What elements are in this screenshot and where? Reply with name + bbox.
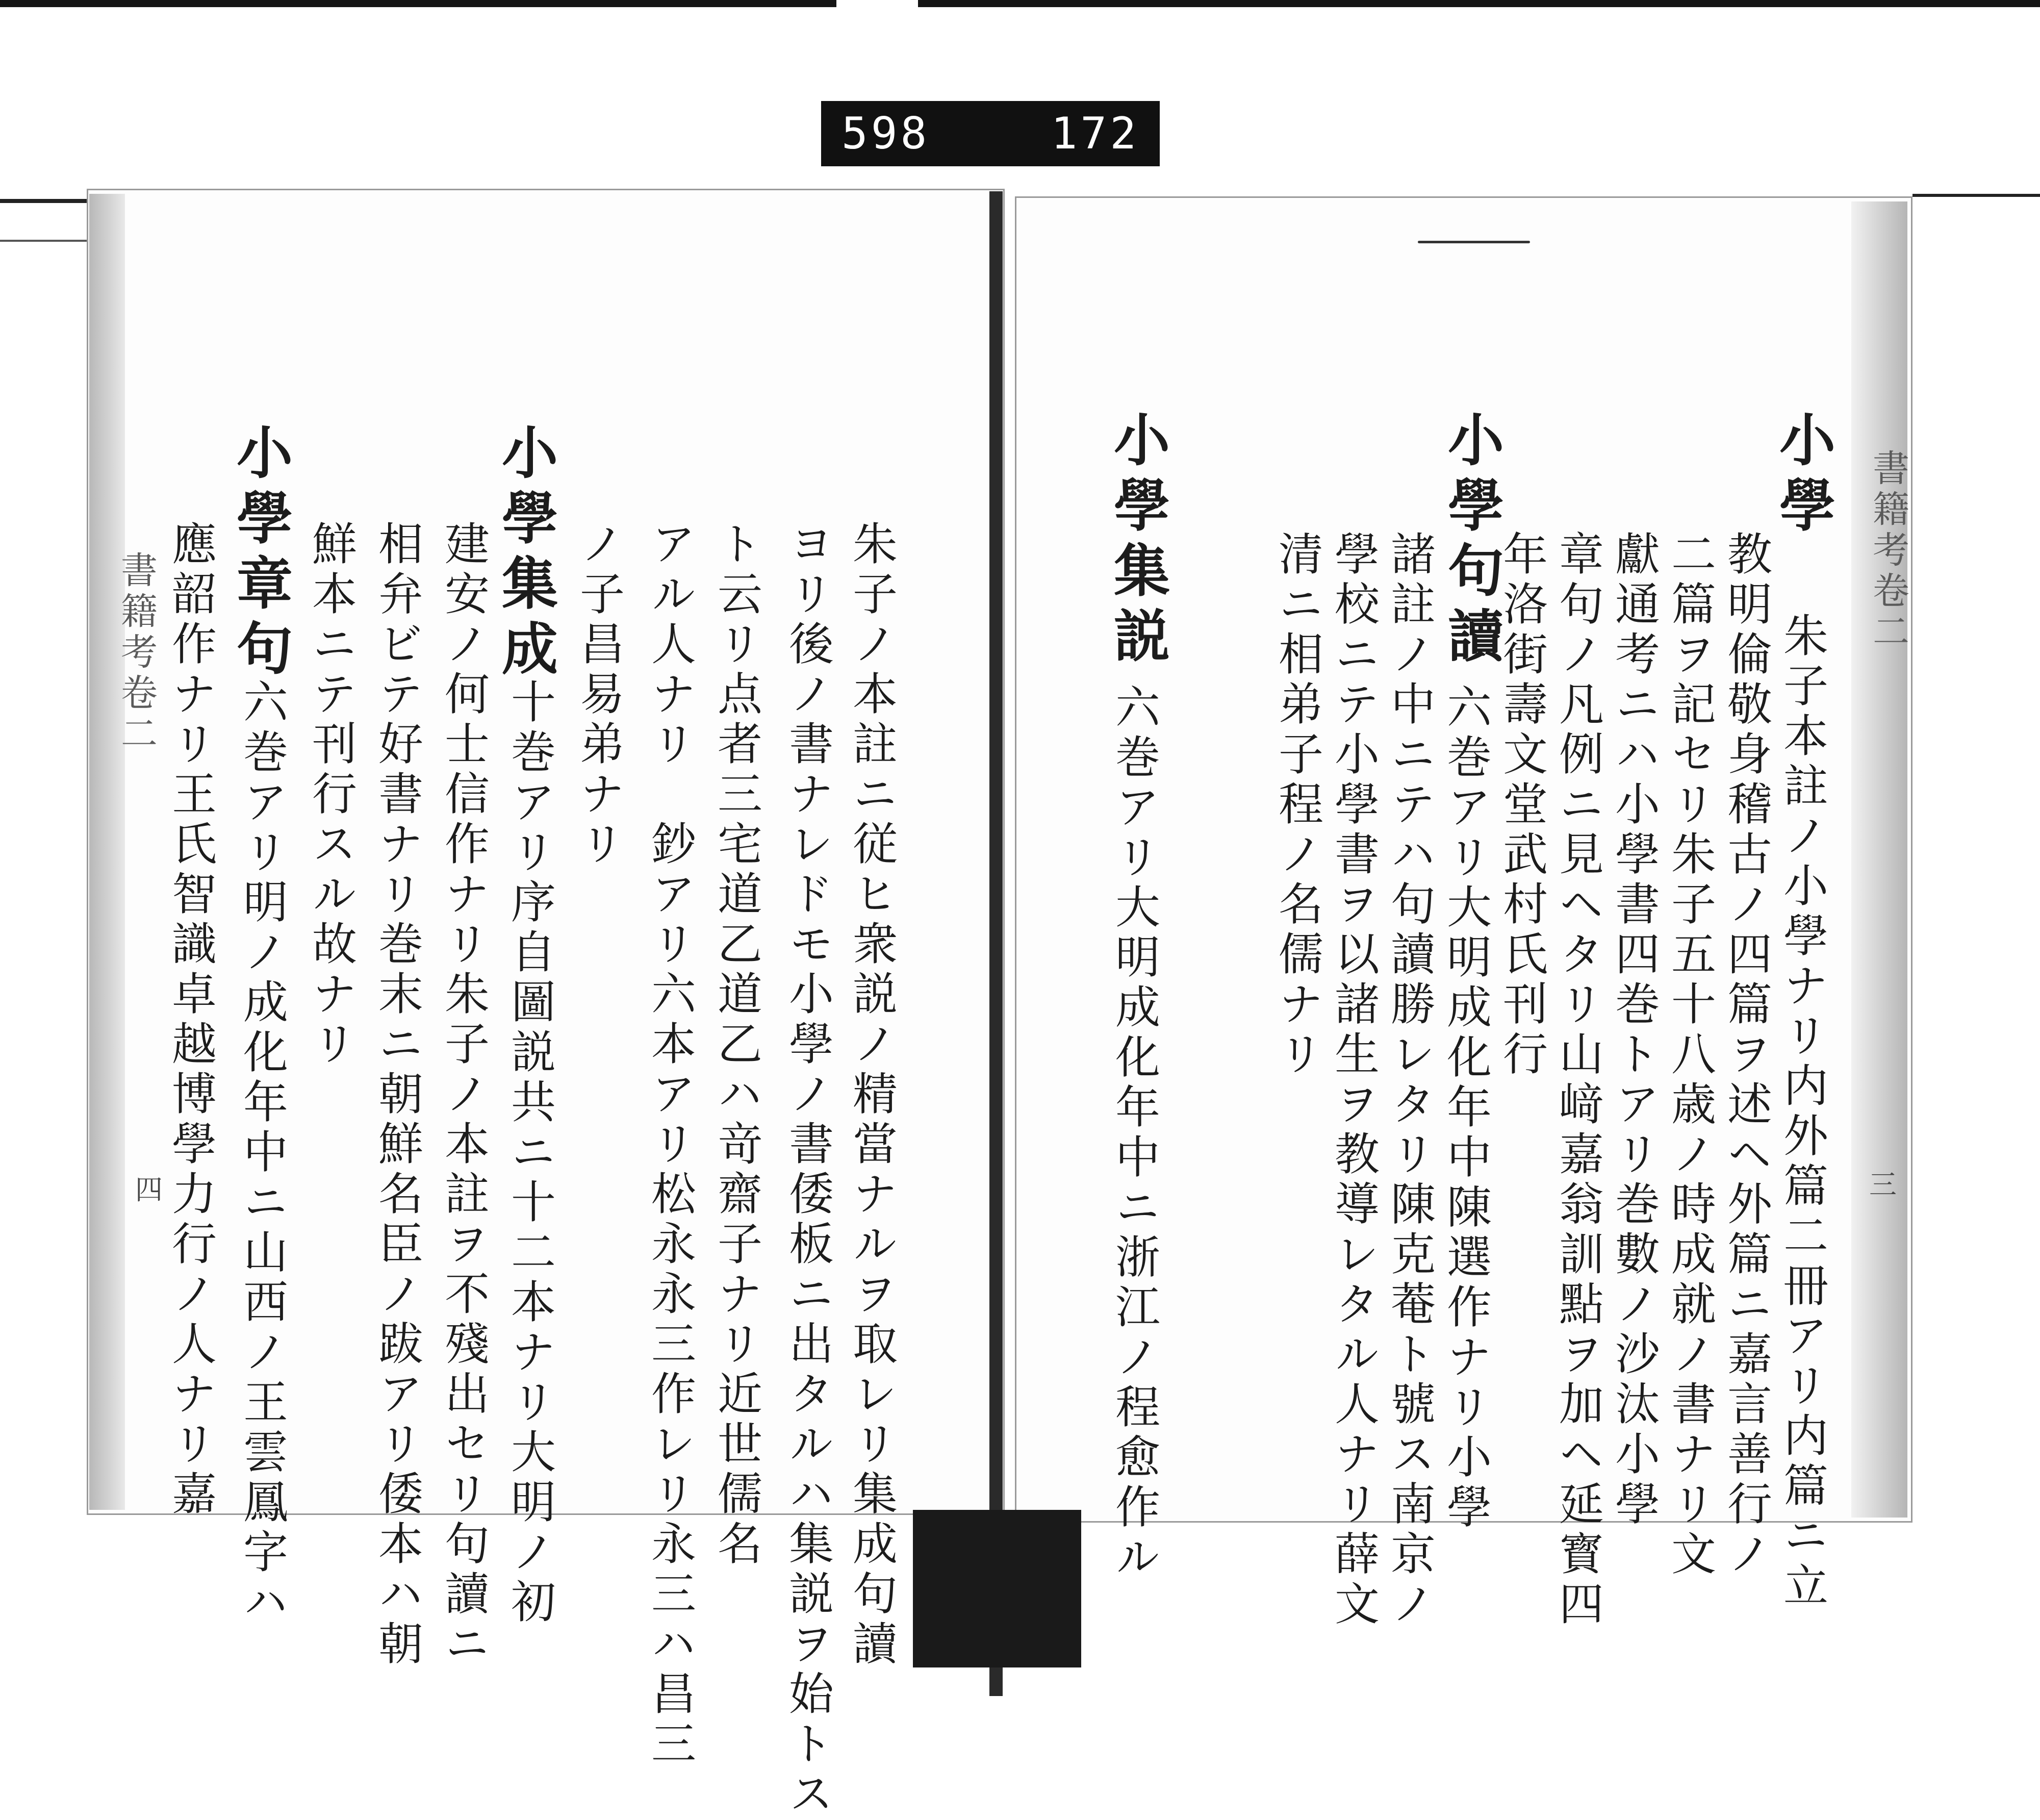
text-column: 朱子ノ本註ニ従ヒ衆説ノ精當ナルヲ取レリ集成句讀 [846,520,898,1670]
call-number-right: 172 [1051,108,1139,159]
heading-shogaku-shusetsu: 小學集説 [1105,411,1170,672]
text-column: 二篇ヲ記セリ朱子五十八歳ノ時成就ノ書ナリ文 [1664,530,1717,1580]
right-page-margin-title: 書籍考卷二 [1867,449,1909,653]
top-scan-strip [0,0,2040,7]
call-number-label [821,101,1160,166]
text-column: 朱子本註ノ小學ナリ内外篇二冊アリ内篇ニ立 [1776,612,1829,1612]
text-column: ノ子昌易弟ナリ [573,520,625,870]
text-column: 六巻アリ明ノ成化年中ニ山西ノ王雲鳳字ハ [236,678,289,1628]
call-number-left: 598 [842,108,930,159]
text-column: 章句ノ凡例ニ見ヘタリ山﨑嘉翁訓點ヲ加ヘ延寳四 [1552,530,1604,1630]
text-column: 年洛街壽文堂武村氏刊行 [1496,530,1548,1080]
text-column: 應韶作ナリ王氏智識卓越博學力行ノ人ナリ嘉 [165,520,217,1520]
text-column: ヨリ後ノ書ナレドモ小學ノ書倭板ニ出タルハ集説ヲ始トス [782,520,834,1820]
heading-shogaku-shusei: 小學集成 [493,423,558,685]
text-column: 十巻アリ序自圖説共ニ十二本ナリ大明ノ初 [504,678,556,1628]
text-column: 獻通考ニハ小學書四巻トアリ巻數ノ沙汰小學 [1608,530,1661,1530]
binding-shadow [913,1510,1081,1667]
right-page-edge-shadow [1851,201,1907,1518]
heading-shogaku-shoku: 小學章句 [227,423,293,685]
text-column: 教明倫敬身稽古ノ四篇ヲ述ヘ外篇ニ嘉言善行ノ [1720,530,1773,1580]
text-column: 建安ノ何士信作ナリ朱子ノ本註ヲ不殘出セリ句讀ニ [438,520,490,1670]
text-column: 諸註ノ中ニテハ句讀勝レタリ陳克菴ト號ス南京ノ [1384,530,1436,1630]
text-column: 六巻アリ大明成化年中ニ浙江ノ程愈作ル [1108,684,1161,1583]
book-spine [989,191,1003,1696]
heading-shogaku-kutou: 小學句讀 [1439,411,1504,672]
right-page-folio: 三 [1869,1169,1897,1201]
text-column: 鮮本ニテ刊行スル故ナリ [305,520,358,1070]
right-page-dash-mark [1418,241,1530,243]
left-page-edge-shadow [89,194,125,1510]
left-page-margin-title: 書籍考卷二 [115,551,158,755]
left-page-folio: 四 [135,1174,163,1206]
text-column: アル人ナリ 鈔アリ六本アリ松永永三作レリ永三ハ昌三 [644,520,697,1770]
left-outer-rule [0,199,89,203]
heading-shogaku: 小學 [1770,411,1836,541]
text-column: ト云リ点者三宅道乙道乙ハ竒齋子ナリ近世儒名 [710,520,763,1570]
left-outer-rule-thin [0,240,89,242]
top-strip-gap [836,0,918,7]
text-column: 相弁ビテ好書ナリ巻末ニ朝鮮名臣ノ跋アリ倭本ハ朝 [371,520,424,1670]
text-column: 清ニ相弟子程ノ名儒ナリ [1271,530,1324,1080]
text-column: 學校ニテ小學書ヲ以諸生ヲ教導レタル人ナリ薛文 [1328,530,1380,1630]
text-column: 六巻アリ大明成化年中陳選作ナリ小學 [1440,684,1492,1533]
right-outer-rule [1912,194,2040,197]
